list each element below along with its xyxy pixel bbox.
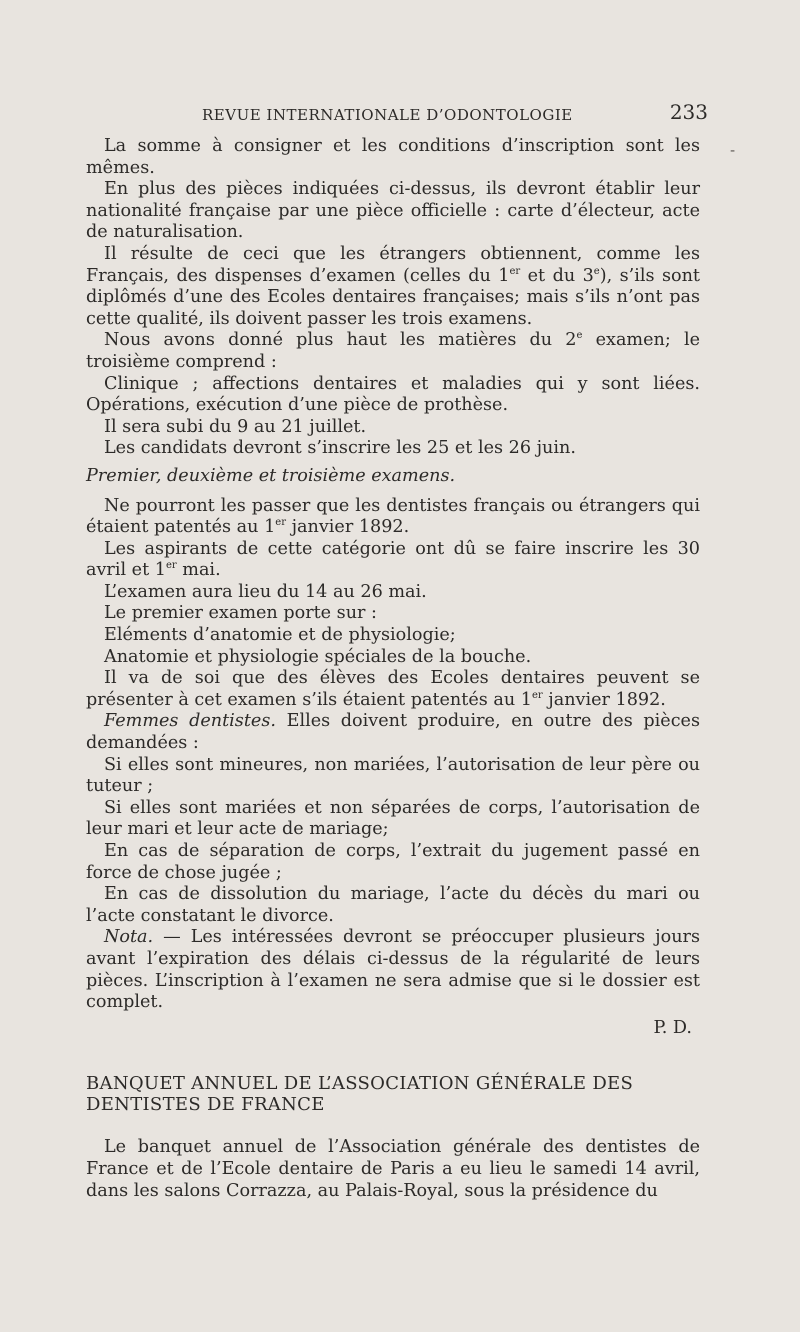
signature: P. D. — [653, 1017, 692, 1038]
paragraph: Si elles sont mineures, non mariées, l’autorisation de leur père ou tuteur ; — [86, 754, 700, 797]
paragraph: Il va de soi que des élèves des Ecoles dentaires peuvent se présenter à cet examen s’ils étaient patentés au 1er janvier 1892. — [86, 668, 700, 710]
paragraph: Le premier examen porte sur : — [104, 603, 377, 624]
paragraph: La somme à consigner et les conditions d’inscription sont les mêmes. — [86, 136, 700, 178]
running-header — [86, 100, 708, 130]
paragraph: Si elles sont mariées et non séparées de corps, l’autorisation de leur mari et leur acte de mariage; — [86, 797, 700, 840]
margin-mark: ˗ — [730, 140, 736, 159]
paragraph: En plus des pièces indiquées ci-dessus, ils devront établir leur nationalité française par une pièce officielle : carte d’électeur, acte de naturalisation. — [86, 179, 700, 243]
paragraph: En cas de dissolution du mariage, l’acte du décès du mari ou l’acte constatant le divorce. — [86, 884, 700, 926]
paragraph: Le banquet annuel de l’Association générale des dentistes de France et de l’Ecole dentaire de Paris a eu lieu le samedi 14 avril, dans les salons Corrazza, au Palais-Royal, sous la présidence du — [86, 1137, 700, 1201]
paragraph: Nous avons donné plus haut les matières du 2e examen; le troisième comprend : — [86, 330, 701, 372]
page-number: 233 — [669, 100, 708, 124]
paragraph: Anatomie et physiologie spéciales de la bouche. — [104, 646, 532, 667]
paragraph: Les candidats devront s’inscrire les 25 et les 26 juin. — [104, 438, 576, 459]
paragraph: Ne pourront les passer que les dentistes français ou étrangers qui étaient patentés au 1er janvier 1892. — [86, 495, 700, 538]
paragraph: Nota. — Les intéressées devront se préoccuper plusieurs jours avant l’expiration des délais ci-dessus de la régularité de leurs pièces. L’inscription à l’examen ne sera admise que si le dossier est complet. — [86, 927, 700, 1013]
article-heading: BANQUET ANNUEL DE L’ASSOCIATION GÉNÉRALE DES DENTISTES DE FRANCE — [86, 1073, 634, 1116]
article-body — [86, 136, 700, 1202]
section-heading: Premier, deuxième et troisième examens. — [86, 465, 456, 486]
paragraph: Femmes dentistes. Elles doivent produire, en outre des pièces demandées : — [86, 711, 700, 754]
paragraph: Clinique ; affections dentaires et maladies qui y sont liées. Opérations, exécution d’une pièce de prothèse. — [86, 373, 700, 416]
paragraph: Il sera subi du 9 au 21 juillet. — [104, 416, 367, 437]
paragraph: Il résulte de ceci que les étrangers obtiennent, comme les Français, des dispenses d’examen (celles du 1er et du 3e), s’ils sont diplômés d’une des Ecoles dentaires françaises; mais s’ils n’ont pas cette qualité, ils doivent passer les trois examens. — [86, 243, 700, 329]
paragraph: L’examen aura lieu du 14 au 26 mai. — [104, 581, 427, 602]
paragraph: En cas de séparation de corps, l’extrait du jugement passé en force de chose jugée ; — [86, 841, 700, 883]
journal-title: REVUE INTERNATIONALE D’ODONTOLOGIE — [202, 106, 573, 124]
paragraph: Eléments d’anatomie et de physiologie; — [104, 625, 456, 646]
paragraph: Les aspirants de cette catégorie ont dû se faire inscrire les 30 avril et 1er mai. — [86, 538, 700, 581]
